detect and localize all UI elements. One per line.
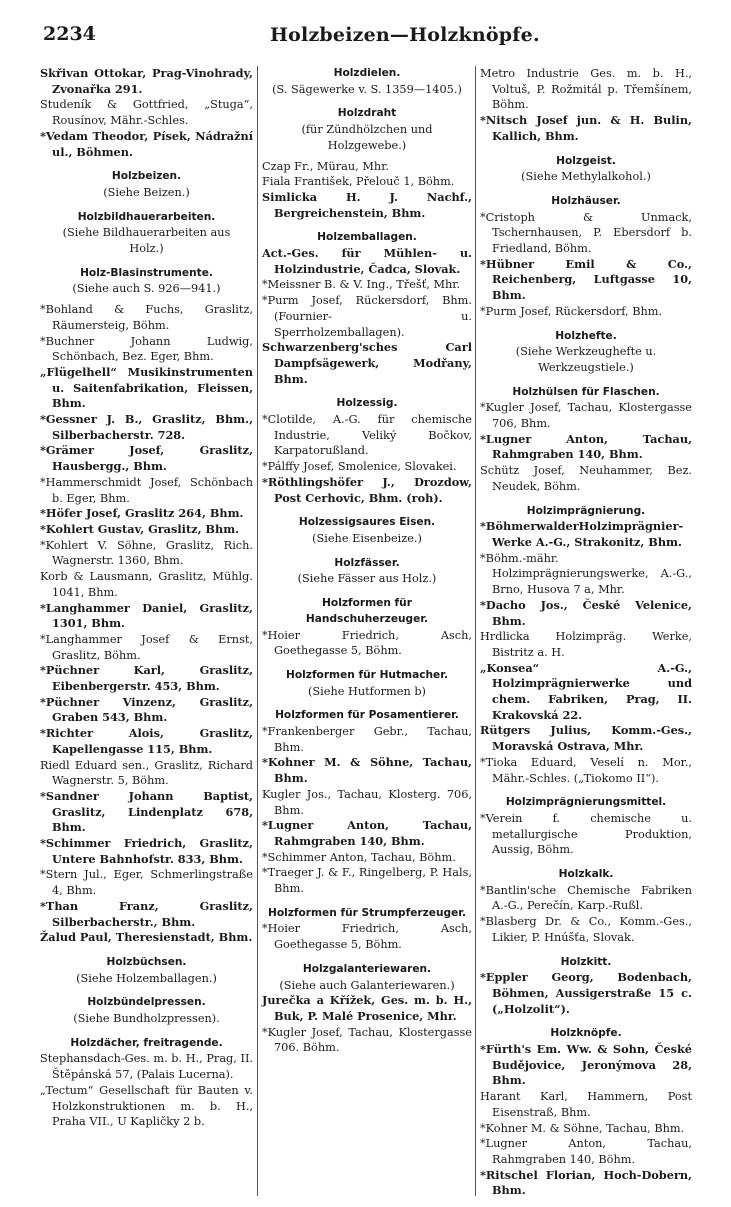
- directory-entry: *Dacho Jos., České Velenice, Bhm.: [480, 597, 692, 628]
- directory-entry: Studeník & Gottfried, „Stuga“, Rousínov, Mähr.-Schles.: [40, 98, 253, 128]
- directory-entry: *BöhmerwalderHolzimprägnier-Werke A.-G., Strakonitz, Bhm.: [480, 519, 684, 549]
- category-heading: Holzhefte.: [555, 329, 617, 342]
- directory-entry: *Bantlin'sche Chemische Fabriken A.-G., Perečín, Karp.-Rußl.: [480, 883, 692, 913]
- directory-entry: Schütz Josef, Neuhammer, Bez. Neudek, Böhm.: [480, 464, 692, 493]
- category-heading: Holzdächer, freitragende.: [70, 1036, 223, 1049]
- spacer: [40, 201, 253, 210]
- directory-entry: *Langhammer Josef & Ernst, Graslitz, Böhm.: [40, 632, 253, 662]
- cross-reference: (S. Sägewerke v. S. 1359—1405.): [272, 82, 462, 96]
- directory-entry: *Kugler Josef, Tachau, Klostergasse 706, Bhm.: [480, 401, 692, 431]
- cross-reference: (Siehe auch S. 926—941.): [72, 282, 221, 296]
- directory-entry: *Böhm.-mähr. Holzimprägnierungswerke, A.-G., Brno, Husova 7 a, Mhr.: [480, 551, 692, 597]
- directory-entry: Skřivan Ottokar, Prag-Vinohrady, Zvonařka 291.: [40, 66, 253, 96]
- spacer: [262, 547, 472, 556]
- spacer: [262, 506, 472, 515]
- directory-entry: *Nitsch Josef jun. & H. Bulin, Kallich, Bhm.: [480, 113, 692, 143]
- category-heading: Holzkitt.: [560, 955, 612, 968]
- directory-entry: *Kohlert Gustav, Graslitz, Bhm.: [40, 521, 240, 536]
- directory-entry: Simlicka H. J. Nachf., Bergreichenstein, Bhm.: [262, 189, 472, 220]
- directory-column-right: [480, 66, 692, 1199]
- spacer: [40, 946, 253, 955]
- category-heading: Holzimprägnierungsmittel.: [505, 796, 667, 809]
- directory-entry: *Traeger J. & F., Ringelberg, P. Hals, Bhm.: [262, 866, 472, 896]
- spacer: [262, 221, 472, 230]
- spacer: [480, 786, 692, 795]
- directory-column-left: [40, 66, 253, 1130]
- category-heading: Holzkalk.: [558, 868, 614, 881]
- category-heading: Holzgalanteriewaren.: [302, 962, 432, 975]
- category-heading: Holzgeist.: [556, 154, 616, 167]
- spacer: [262, 699, 472, 708]
- cross-reference: (Siehe Methylalkohol.): [521, 170, 651, 184]
- directory-entry: *Richter Alois, Graslitz, Kapellengasse 115, Bhm.: [40, 726, 253, 756]
- category-heading: Holzimprägnierung.: [526, 504, 646, 517]
- directory-entry: *Grämer Josef, Graslitz, Hausbergg., Bhm.: [40, 443, 253, 474]
- directory-entry: „Tectum“ Gesellschaft für Bauten v. Holzkonstruktionen m. b. H., Praha VII., U Kapličky 2 b.: [40, 1083, 253, 1129]
- category-heading: Holz-Blasinstrumente.: [80, 266, 213, 279]
- spacer: [480, 1017, 692, 1026]
- cross-reference: (Siehe Bildhauerarbeiten aus Holz.): [62, 226, 231, 256]
- directory-entry: Fiala František, Přelouč 1, Böhm.: [262, 175, 455, 189]
- category-heading: Holzemballagen.: [317, 231, 417, 244]
- directory-entry: *Buchner Johann Ludwig, Schönbach, Bez. Eger, Bhm.: [40, 334, 253, 364]
- directory-entry: *Lugner Anton, Tachau, Rahmgraben 140, Bhm.: [480, 431, 692, 462]
- directory-entry: *Hoier Friedrich, Asch, Goethegasse 5, Böhm.: [262, 628, 472, 658]
- cross-reference: (Siehe auch Galanteriewaren.): [279, 978, 455, 992]
- directory-entry: *Cristoph & Unmack, Tschernhausen, P. Ebersdorf b. Friedland, Böhm.: [480, 210, 692, 256]
- directory-entry: *Stern Jul., Eger, Schmerlingstraße 4, Bhm.: [40, 868, 253, 898]
- spacer: [40, 1027, 253, 1036]
- directory-entry: Riedl Eduard sen., Graslitz, Richard Wagnerstr. 5, Böhm.: [40, 758, 253, 788]
- cross-reference: (Siehe Eisenbeize.): [312, 531, 422, 545]
- directory-entry: *Hoier Friedrich, Asch, Goethegasse 5, Böhm.: [262, 922, 472, 952]
- directory-entry: Act.-Ges. für Mühlen- u. Holzindustrie, Čadca, Slovak.: [262, 246, 472, 276]
- spacer: [480, 495, 692, 504]
- page-title: Holzbeizen—Holzknöpfe.: [270, 24, 540, 46]
- directory-entry: *Than Franz, Graslitz, Silberbacherstr., Bhm.: [40, 898, 253, 929]
- directory-entry: Žalud Paul, Theresienstadt, Bhm.: [40, 930, 253, 945]
- directory-entry: *Püchner Karl, Graslitz, Eibenbergerstr. 453, Bhm.: [40, 663, 253, 694]
- category-heading: Holzformen für Hutmacher.: [286, 668, 448, 681]
- page-header: [40, 20, 690, 50]
- spacer: [262, 659, 472, 668]
- category-heading: Holzformen für Posamentierer.: [275, 709, 459, 722]
- cross-reference: (Siehe Beizen.): [103, 185, 190, 199]
- directory-entry: *Vedam Theodor, Písek, Nádražní ul., Böhmen.: [40, 128, 253, 159]
- directory-entry: *Blasberg Dr. & Co., Komm.-Ges., Likier, P. Hnúšťa, Slovak.: [480, 915, 692, 944]
- directory-entry: *Eppler Georg, Bodenbach, Böhmen, Aussigerstraße 15 c. („Holzolit“).: [480, 970, 692, 1016]
- spacer: [262, 953, 472, 962]
- column-divider: [475, 66, 476, 1196]
- directory-entry: *Püchner Vinzenz, Graslitz, Graben 543, Bhm.: [40, 694, 253, 725]
- directory-entry: *Ritschel Florian, Hoch-Dobern, Bhm.: [480, 1167, 692, 1198]
- category-heading: Holzdielen.: [333, 67, 401, 79]
- directory-entry: Stephansdach-Ges. m. b. H., Prag, II. Štěpánská 57, (Palais Lucerna).: [40, 1052, 253, 1082]
- spacer: [40, 257, 253, 266]
- category-heading: Holzbeizen.: [111, 170, 182, 183]
- spacer: [262, 897, 472, 906]
- directory-entry: *Lugner Anton, Tachau, Rahmgraben 140, Bhm.: [262, 818, 472, 848]
- category-heading: Holzessigsaures Eisen.: [298, 516, 436, 529]
- category-heading: Holzbündelpressen.: [87, 996, 206, 1009]
- directory-entry: *Verein f. chemische u. metallurgische Produktion, Aussig, Böhm.: [480, 811, 692, 857]
- spacer: [480, 145, 692, 154]
- directory-entry: Rütgers Julius, Komm.-Ges., Moravská Ostrava, Mhr.: [480, 723, 692, 754]
- directory-entry: *Fürth's Em. Ww. & Sohn, České Budějovice, Jeronýmova 28, Bhm.: [480, 1042, 692, 1088]
- spacer: [262, 587, 472, 596]
- directory-entry: *Clotilde, A.-G. für chemische Industrie, Veliký Bočkov, Karpatorußland.: [262, 413, 472, 458]
- spacer: [480, 946, 692, 955]
- directory-entry: Schwarzenberg'sches Carl Dampfsägewerk, Modřany, Bhm.: [262, 340, 472, 386]
- category-heading: Holzfässer.: [334, 556, 400, 569]
- directory-entry: *Kohner M. & Söhne, Tachau, Bhm.: [262, 755, 472, 786]
- spacer: [262, 387, 472, 396]
- spacer: [40, 986, 253, 995]
- directory-entry: *Schimmer Friedrich, Graslitz, Untere Bahnhofstr. 833, Bhm.: [40, 836, 253, 866]
- category-heading: Holzformen für Strumpferzeuger.: [267, 906, 467, 919]
- directory-entry: *Lugner Anton, Tachau, Rahmgraben 140, Böhm.: [480, 1137, 692, 1166]
- directory-entry: *Gessner J. B., Graslitz, Bhm., Silberbacherstr. 728.: [40, 412, 253, 442]
- directory-entry: Metro Industrie Ges. m. b. H., Voltuš, P. Rožmitál p. Třemšínem, Böhm.: [480, 67, 692, 112]
- spacer: [262, 97, 472, 106]
- spacer: [480, 858, 692, 867]
- directory-entry: „Konsea“ A.-G., Holzimprägnierwerke und chem. Fabriken, Prag, II. Krakovská 22.: [480, 660, 692, 722]
- directory-entry: Hrdlicka Holzimpräg. Werke, Bistritz a. H.: [480, 630, 692, 659]
- directory-entry: *Tioka Eduard, Veselí n. Mor., Mähr.-Schles. („Tiokomo II“).: [480, 755, 692, 785]
- directory-entry: Korb & Lausmann, Graslitz, Mühlg. 1041, Bhm.: [40, 570, 253, 599]
- directory-entry: *Kohlert V. Söhne, Graslitz, Rich. Wagnerstr. 1360, Bhm.: [40, 538, 253, 568]
- page-number: 2234: [43, 23, 96, 45]
- directory-entry: *Purm Josef, Rückersdorf, Bhm.: [480, 304, 663, 318]
- directory-entry: Jurečka a Křížek, Ges. m. b. H., Buk, P. Malé Prosenice, Mhr.: [262, 993, 472, 1023]
- category-heading: Holzbüchsen.: [106, 955, 187, 968]
- directory-entry: „Flügelhell“ Musikinstrumenten u. Saitenfabrikation, Fleissen, Bhm.: [40, 364, 253, 411]
- directory-column-middle: [262, 66, 472, 1056]
- directory-entry: *Röthlingshöfer J., Drozdow, Post Cerhovic, Bhm. (roh).: [262, 474, 472, 505]
- category-heading: Holzhülsen für Flaschen.: [512, 385, 660, 398]
- directory-entry: *Meissner B. & V. Ing., Třešť, Mhr.: [262, 278, 461, 292]
- directory-entry: Czap Fr., Mürau, Mhr.: [262, 159, 389, 173]
- cross-reference: (Siehe Bundholzpressen).: [73, 1012, 220, 1026]
- directory-entry: *Kohner M. & Söhne, Tachau, Bhm.: [480, 1121, 685, 1135]
- directory-entry: Kugler Jos., Tachau, Klosterg. 706, Bhm.: [262, 787, 472, 817]
- category-heading: Holzdraht: [337, 107, 397, 120]
- directory-entry: *Langhammer Daniel, Graslitz, 1301, Bhm.: [40, 600, 253, 631]
- directory-entry: *Hammerschmidt Josef, Schönbach b. Eger, Bhm.: [40, 475, 253, 505]
- directory-entry: Harant Karl, Hammern, Post Eisenstraß, Bhm.: [480, 1090, 692, 1119]
- spacer: [480, 185, 692, 194]
- cross-reference: (Siehe Fässer aus Holz.): [297, 572, 437, 586]
- directory-entry: *Bohland & Fuchs, Graslitz, Räumersteig, Böhm.: [40, 303, 253, 332]
- directory-entry: *Pálffy Josef, Smolenice, Slovakei.: [262, 460, 457, 474]
- category-heading: Holzknöpfe.: [550, 1027, 622, 1040]
- spacer: [480, 320, 692, 329]
- directory-entry: *Frankenberger Gebr., Tachau, Bhm.: [262, 725, 472, 754]
- cross-reference: (Siehe Holzemballagen.): [76, 971, 217, 985]
- cross-reference: (für Zündhölzchen und Holzgewebe.): [301, 123, 433, 152]
- directory-entry: *Höfer Josef, Graslitz 264, Bhm.: [40, 506, 244, 521]
- spacer: [480, 376, 692, 385]
- column-divider: [257, 66, 258, 1196]
- directory-entry: *Kugler Josef, Tachau, Klostergasse 706. Böhm.: [262, 1025, 472, 1055]
- spacer: [40, 160, 253, 169]
- directory-entry: *Schimmer Anton, Tachau, Böhm.: [262, 850, 456, 864]
- directory-entry: *Sandner Johann Baptist, Graslitz, Lindenplatz 678, Bhm.: [40, 788, 253, 835]
- directory-entry: *Hübner Emil & Co., Reichenberg, Luftgasse 10, Bhm.: [480, 256, 692, 303]
- cross-reference: (Siehe Hutformen b): [308, 684, 426, 698]
- category-heading: Holzformen für Handschuherzeuger.: [305, 597, 429, 625]
- category-heading: Holzhäuser.: [551, 194, 621, 207]
- directory-entry: *Purm Josef, Rückersdorf, Bhm. (Fournier- u. Sperrholzemballagen).: [262, 294, 472, 339]
- category-heading: Holzbildhauerarbeiten.: [77, 210, 216, 223]
- category-heading: Holzessig.: [336, 397, 398, 410]
- cross-reference: (Siehe Werkzeughefte u. Werkzeugstiele.): [515, 345, 657, 374]
